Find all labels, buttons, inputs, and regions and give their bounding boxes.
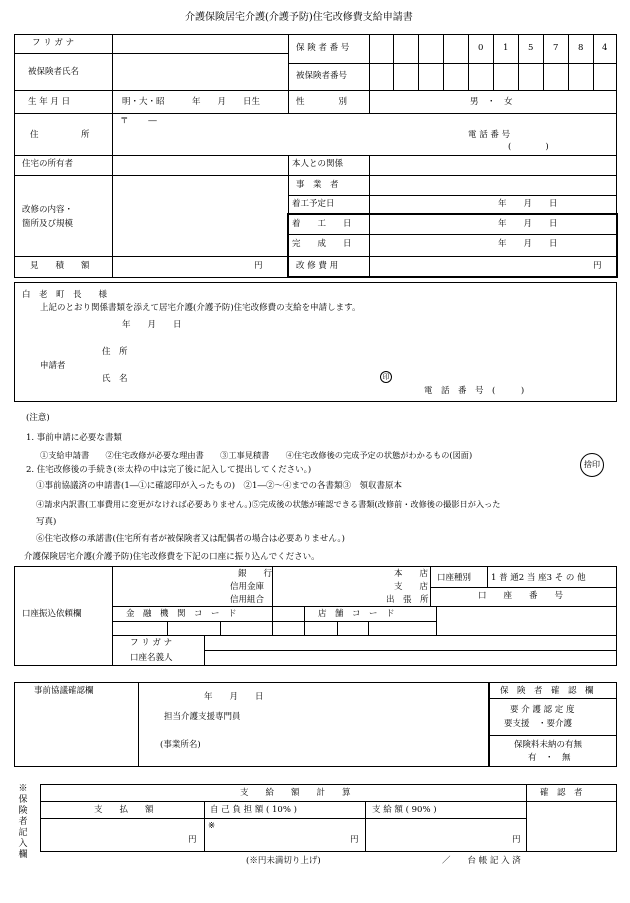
note-item: 2. 住宅改修後の手続き(※太枠の中は完了後に記入して提出してください。) bbox=[26, 465, 312, 475]
note-item: ①事前協議済の申請書(1―①に確認印が入ったもの) ②1―②～④までの各書類③ 領収書原本 bbox=[36, 481, 402, 491]
birth-era[interactable]: 明・大・昭 bbox=[122, 97, 165, 107]
holder-furigana-label: フ リ ガ ナ bbox=[130, 638, 173, 648]
bank-type: 信用組合 bbox=[230, 595, 265, 605]
certification-label: 要 介 護 認 定 度 bbox=[510, 705, 575, 715]
prior-consult-label: 事前協議確認欄 bbox=[34, 686, 94, 696]
note-item: ④請求内訳書(工事費用に変更がなければ必要ありません。)⑤完成後の状態が確認できる書類(改修前・改修後の撮影日が入った bbox=[36, 499, 501, 509]
reno-cost-label: 改 修 費 用 bbox=[296, 261, 339, 271]
gender-label: 性 別 bbox=[296, 97, 348, 107]
holder-name-label: 口座名義人 bbox=[130, 653, 173, 663]
completion-label: 完 成 日 bbox=[292, 239, 352, 249]
discard-seal-text: 捨印 bbox=[584, 460, 600, 469]
branch-code-label: 店 舗 コ ー ド bbox=[318, 609, 395, 619]
confirmer-label: 確 認 者 bbox=[540, 788, 583, 798]
application-statement: 上記のとおり関係書類を添えて居宅介護(介護予防)住宅改修費の支給を申請します。 bbox=[40, 303, 361, 313]
birth-ymd: 年 月 日生 bbox=[192, 97, 261, 107]
bank-code-label: 金 融 機 関 コ ー ド bbox=[126, 609, 237, 619]
note-item: 写真) bbox=[36, 517, 57, 527]
calc-side-label bbox=[16, 784, 30, 861]
gender-options[interactable]: 男 ・ 女 bbox=[470, 97, 513, 107]
insurer-no-label: 保 険 者 番 号 bbox=[296, 43, 350, 53]
application-date: 年 月 日 bbox=[122, 320, 182, 330]
benefit-label: 支 給 額 ( 90% ) bbox=[372, 805, 437, 815]
insurer-digit: 7 bbox=[553, 43, 559, 53]
discard-seal bbox=[580, 453, 604, 477]
completion-ymd: 年 月 日 bbox=[498, 239, 558, 249]
insurer-digit: 4 bbox=[602, 43, 608, 53]
branch-type: 本 店 bbox=[394, 569, 429, 579]
page-title: 介護保険居宅介護(介護予防)住宅改修費支給申請書 bbox=[185, 12, 413, 23]
paid-label: 支 払 額 bbox=[94, 805, 154, 815]
self-pay-label: 自 己 負 担 額 ( 10% ) bbox=[210, 805, 297, 815]
estimate-label: 見 積 額 bbox=[30, 261, 90, 271]
account-type-label: 口座種別 bbox=[437, 573, 472, 583]
applicant-address-label: 住 所 bbox=[102, 347, 128, 357]
rounding-note: (※円未満切り上げ) bbox=[246, 856, 321, 866]
seal-mark bbox=[380, 371, 392, 383]
consult-date: 年 月 日 bbox=[204, 692, 264, 702]
contractor-label: 事 業 者 bbox=[296, 180, 339, 190]
reno-cost-yen: 円 bbox=[593, 261, 602, 271]
insured-no-label: 被保険者番号 bbox=[296, 71, 348, 81]
bank-request-label: 口座振込依頼欄 bbox=[22, 609, 82, 619]
office-name-label: (事業所名) bbox=[160, 740, 201, 750]
relation-label: 本人との関係 bbox=[292, 159, 344, 169]
applicant-tel: 電 話 番 号 ( ) bbox=[424, 386, 525, 396]
certification-options[interactable]: 要支援 ・要介護 bbox=[504, 719, 573, 729]
benefit-yen: 円 bbox=[512, 835, 521, 845]
unpaid-options[interactable]: 有 ・ 無 bbox=[528, 753, 571, 763]
calc-side-text: ※保険者記入欄 bbox=[18, 784, 28, 860]
furigana-label: フ リ ガ ナ bbox=[32, 38, 75, 48]
estimate-yen: 円 bbox=[254, 261, 263, 271]
calc-title: 支 給 額 計 算 bbox=[240, 788, 351, 798]
self-pay-yen: 円 bbox=[350, 835, 359, 845]
seal-text: 印 bbox=[382, 373, 390, 381]
bank-intro: 介護保険居宅介護(介護予防)住宅改修費を下記の口座に振り込んでください。 bbox=[24, 552, 320, 562]
postal-mark[interactable]: 〒 ― bbox=[120, 116, 157, 126]
branch-type: 支 店 bbox=[394, 582, 429, 592]
insurer-digit: 0 bbox=[478, 43, 484, 53]
notes-header: (注意) bbox=[26, 413, 50, 423]
insurer-digit: 8 bbox=[578, 43, 584, 53]
bank-type: 銀 行 bbox=[238, 569, 273, 579]
insurer-confirm-label: 保 険 者 確 認 欄 bbox=[500, 686, 594, 696]
account-type-options[interactable]: 1 普 通2 当 座3 そ の 他 bbox=[491, 573, 586, 583]
account-number-label: 口 座 番 号 bbox=[478, 591, 564, 601]
applicant-label: 申請者 bbox=[40, 361, 66, 371]
tel-paren[interactable]: ( ) bbox=[508, 142, 549, 152]
reno-content-label: 改修の内容・ 箇所及び規模 bbox=[22, 205, 74, 229]
ledger-entry: ／ 台 帳 記 入 済 bbox=[442, 856, 521, 866]
insured-name-label: 被保険者氏名 bbox=[28, 67, 80, 77]
planned-start-ymd: 年 月 日 bbox=[498, 199, 558, 209]
unpaid-label: 保険料未納の有無 bbox=[514, 740, 583, 750]
planned-start-label: 着工予定日 bbox=[292, 199, 335, 209]
insurer-digit: 5 bbox=[528, 43, 534, 53]
insured-name-field[interactable] bbox=[113, 54, 287, 89]
paid-yen: 円 bbox=[188, 835, 197, 845]
birthdate-label: 生 年 月 日 bbox=[28, 97, 71, 107]
note-item: 1. 事前申請に必要な書類 bbox=[26, 433, 122, 443]
mayor-address: 白 老 町 長 様 bbox=[22, 290, 108, 300]
bank-type: 信用金庫 bbox=[230, 582, 265, 592]
care-manager-label: 担当介護支援専門員 bbox=[164, 712, 241, 722]
application-box bbox=[14, 282, 617, 402]
branch-type: 出 張 所 bbox=[386, 595, 429, 605]
note-item: ①支給申請書 ②住宅改修が必要な理由書 ③工事見積書 ④住宅改修後の完成予定の状態がわかるもの(図面) bbox=[40, 450, 473, 460]
address-label: 住 所 bbox=[30, 130, 90, 140]
self-pay-mark: ※ bbox=[208, 821, 216, 831]
applicant-name-label: 氏 名 bbox=[102, 374, 128, 384]
insurer-digit: 1 bbox=[503, 43, 509, 53]
start-label: 着 工 日 bbox=[292, 219, 352, 229]
note-item: ⑥住宅改修の承諾書(住宅所有者が被保険者又は配偶者の場合は必要ありません。) bbox=[36, 534, 345, 544]
owner-label: 住宅の所有者 bbox=[22, 159, 74, 169]
tel-label: 電 話 番 号 bbox=[468, 130, 511, 140]
start-ymd: 年 月 日 bbox=[498, 219, 558, 229]
